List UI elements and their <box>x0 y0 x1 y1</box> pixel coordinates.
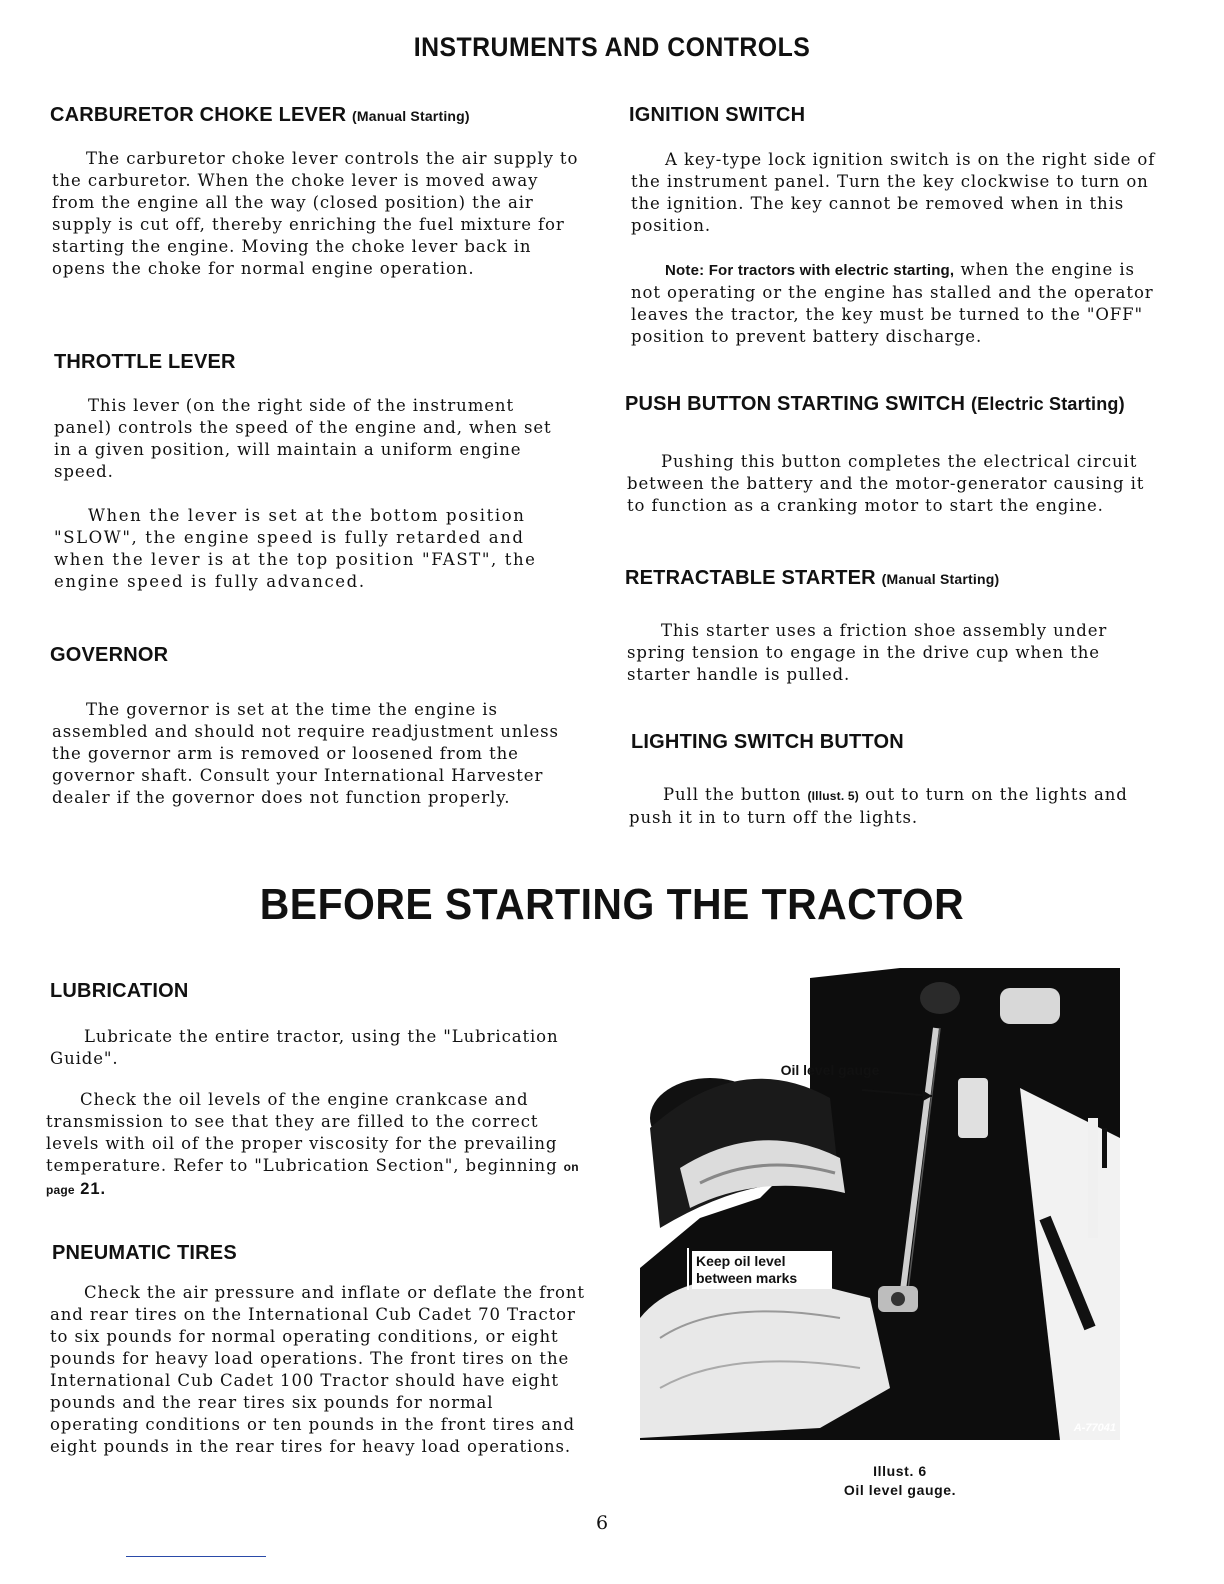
lighting-body-a: Pull the button <box>663 785 808 804</box>
figure-caption-text: Oil level gauge. <box>843 1482 957 1498</box>
lighting-body-ref: (Illust. 5) <box>807 789 859 803</box>
ignition-note-lead: Note: For tractors with electric starting, <box>665 262 955 279</box>
carburetor-heading-text: CARBURETOR CHOKE LEVER <box>50 104 347 126</box>
lubrication-body-2-end: 21. <box>74 1180 106 1198</box>
governor-body: The governor is set at the time the engine is assembled and should not require readjustment unless the governor arm is removed or loosened from the governor shaft. Consult your International Harvester dealer if the governor does not function properly. <box>52 700 559 807</box>
retractable-heading-text: RETRACTABLE STARTER <box>625 567 876 589</box>
push-button-heading <box>625 393 1125 416</box>
lubrication-body-1: Lubricate the entire tractor, using the "Lubrication Guide". <box>50 1027 559 1068</box>
page-number: 6 <box>595 1512 609 1534</box>
lighting-body <box>629 784 1159 829</box>
figure-caption-number: Illust. 6 <box>873 1463 927 1479</box>
carburetor-body: The carburetor choke lever controls the air supply to the carburetor. When the choke lever is moved away from the engine all the way (closed position) the air supply is cut off, thereby enriching the fuel mixture for starting the engine. Moving the choke lever back in opens the choke for normal engine operation. <box>52 149 579 278</box>
figure-caption <box>780 1462 1020 1500</box>
lubrication-body-2-ref: on page <box>46 1160 579 1197</box>
retractable-heading-sub: (Manual Starting) <box>881 571 1000 587</box>
ignition-heading: IGNITION SWITCH <box>629 104 806 126</box>
ignition-note-body: when the engine is not operating or the engine has stalled and the operator leaves the tractor, the key must be turned to the "OFF" position to prevent battery discharge. <box>631 260 1154 346</box>
label-oil-level-gauge: Oil level gauge <box>780 1062 880 1078</box>
footer-rule <box>126 1556 266 1557</box>
photo-code: A-77041 <box>1073 1422 1116 1434</box>
push-button-body: Pushing this button completes the electrical circuit between the battery and the motor-generator causing it to function as a cranking motor to start the engine. <box>627 452 1145 515</box>
push-button-heading-sub: (Electric Starting) <box>970 394 1125 414</box>
oil-level-photo-image <box>640 968 1120 1440</box>
page-title: INSTRUMENTS AND CONTROLS <box>413 32 811 62</box>
lighting-body-b: out to turn on the lights and push it in to turn off the lights. <box>629 785 1128 827</box>
section-title: BEFORE STARTING THE TRACTOR <box>259 880 965 929</box>
retractable-body: This starter uses a friction shoe assembly under spring tension to engage in the drive cup when the starter handle is pulled. <box>627 621 1108 684</box>
tires-body: Check the air pressure and inflate or deflate the front and rear tires on the International Cub Cadet 70 Tractor to six pounds for normal operating conditions, or eight pounds for heavy load operations. The front tires on the International Cub Cadet 100 Tractor should have eight pounds and the rear tires six pounds for normal operating conditions or ten pounds in the front tires and eight pounds in the rear tires for heavy load operations. <box>50 1283 585 1456</box>
push-button-heading-text: PUSH BUTTON STARTING SWITCH <box>625 393 966 415</box>
ignition-body: A key-type lock ignition switch is on the right side of the instrument panel. Turn the key clockwise to turn on the ignition. The key cannot be removed when in this position. <box>631 150 1156 235</box>
governor-heading: GOVERNOR <box>50 644 169 666</box>
tires-heading: PNEUMATIC TIRES <box>52 1242 237 1264</box>
carburetor-heading-sub: (Manual Starting) <box>352 108 470 124</box>
lighting-heading: LIGHTING SWITCH BUTTON <box>631 731 904 753</box>
throttle-body-2: When the lever is set at the bottom position "SLOW", the engine speed is fully retarded and when the lever is at the top position "FAST", the engine speed is fully advanced. <box>54 506 537 591</box>
lubrication-heading: LUBRICATION <box>50 980 189 1002</box>
throttle-body-1: This lever (on the right side of the instrument panel) controls the speed of the engine and, when set in a given position, will maintain a uniform engine speed. <box>54 396 552 481</box>
oil-level-photo <box>640 968 1120 1440</box>
ignition-note <box>631 259 1159 348</box>
lubrication-body-2-text: Check the oil levels of the engine crankcase and transmission to see that they are filled to the correct levels with oil of the proper viscosity for the prevailing temperature. Refer to "Lubrication Section", beginning <box>46 1090 564 1175</box>
throttle-heading: THROTTLE LEVER <box>54 351 236 373</box>
label-keep-oil-level: Keep oil level between marks <box>692 1251 832 1289</box>
lubrication-body-2 <box>46 1089 594 1201</box>
retractable-heading <box>625 567 999 590</box>
carburetor-heading <box>50 104 470 127</box>
